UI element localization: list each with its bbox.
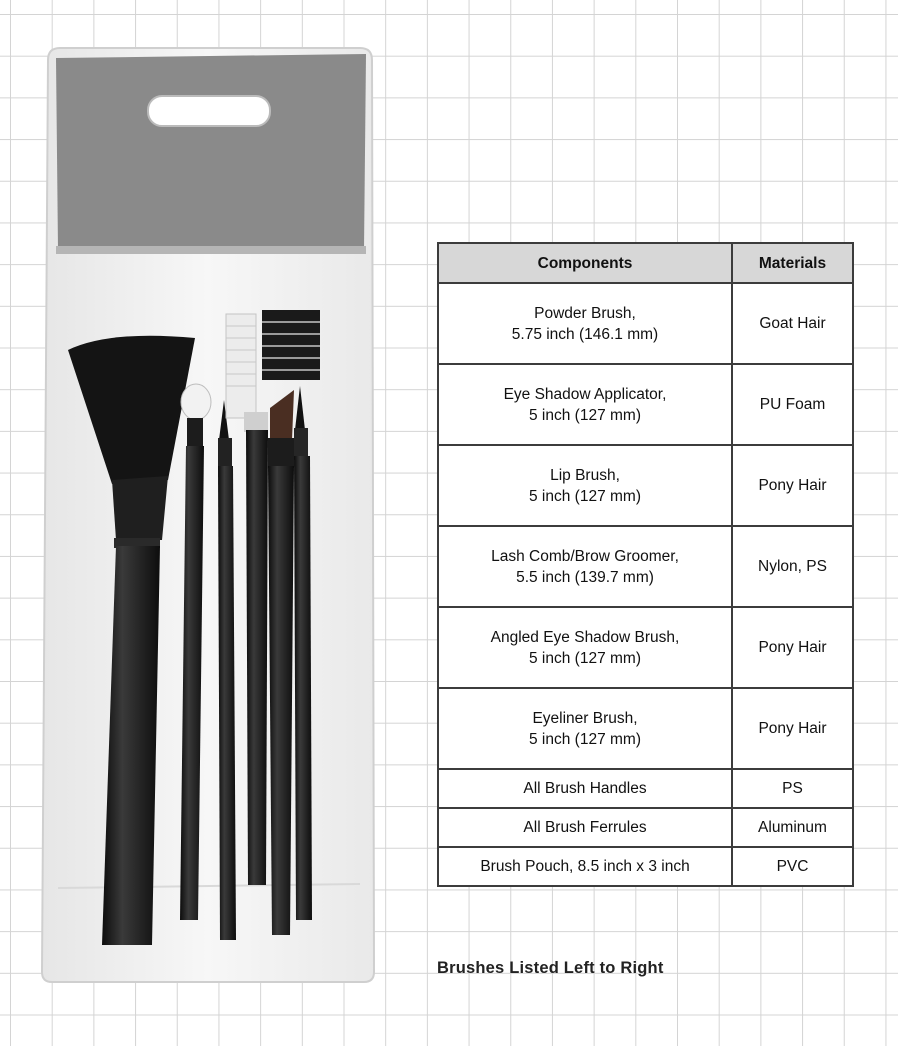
component-name: Lip Brush, [550,466,620,484]
angled-eye-shadow-brush [268,390,294,935]
table-header-row [438,243,853,283]
components-materials-table [437,242,854,887]
component-size: 5 inch (127 mm) [529,730,641,748]
component-cell [438,688,732,769]
table-row [438,847,853,886]
table-row [438,607,853,688]
material-cell: Nylon, PS [732,526,853,607]
material-cell: PS [732,769,853,808]
material-cell: Goat Hair [732,283,853,364]
table-row [438,283,853,364]
component-size: 5 inch (127 mm) [529,487,641,505]
table-row [438,445,853,526]
component-name: Eye Shadow Applicator, [503,385,667,403]
component-cell [438,445,732,526]
component-cell [438,607,732,688]
component-cell: All Brush Ferrules [438,808,732,847]
material-cell: PU Foam [732,364,853,445]
material-cell: Pony Hair [732,688,853,769]
component-size: 5.75 inch (146.1 mm) [511,325,659,343]
eyeliner-brush [294,386,312,920]
materials-header: Materials [732,243,853,283]
component-cell [438,283,732,364]
material-cell: Pony Hair [732,445,853,526]
component-name: Powder Brush, [534,304,636,322]
component-cell: All Brush Handles [438,769,732,808]
hang-hole [148,96,270,126]
header-card [56,54,366,250]
material-cell: Aluminum [732,808,853,847]
component-cell [438,526,732,607]
component-name: Lash Comb/Brow Groomer, [491,547,679,565]
table-row [438,808,853,847]
table-row [438,526,853,607]
component-cell: Brush Pouch, 8.5 inch x 3 inch [438,847,732,886]
component-name: Eyeliner Brush, [532,709,638,727]
components-header: Components [438,243,732,283]
table-row [438,364,853,445]
brushes-order-caption: Brushes Listed Left to Right [437,959,664,977]
component-name: Angled Eye Shadow Brush, [490,628,680,646]
table-row [438,769,853,808]
component-size: 5.5 inch (139.7 mm) [516,568,654,586]
material-cell: Pony Hair [732,607,853,688]
brush-set-pouch-image [0,0,420,1046]
table-row [438,688,853,769]
component-cell [438,364,732,445]
component-size: 5 inch (127 mm) [529,649,641,667]
component-size: 5 inch (127 mm) [529,406,641,424]
material-cell: PVC [732,847,853,886]
